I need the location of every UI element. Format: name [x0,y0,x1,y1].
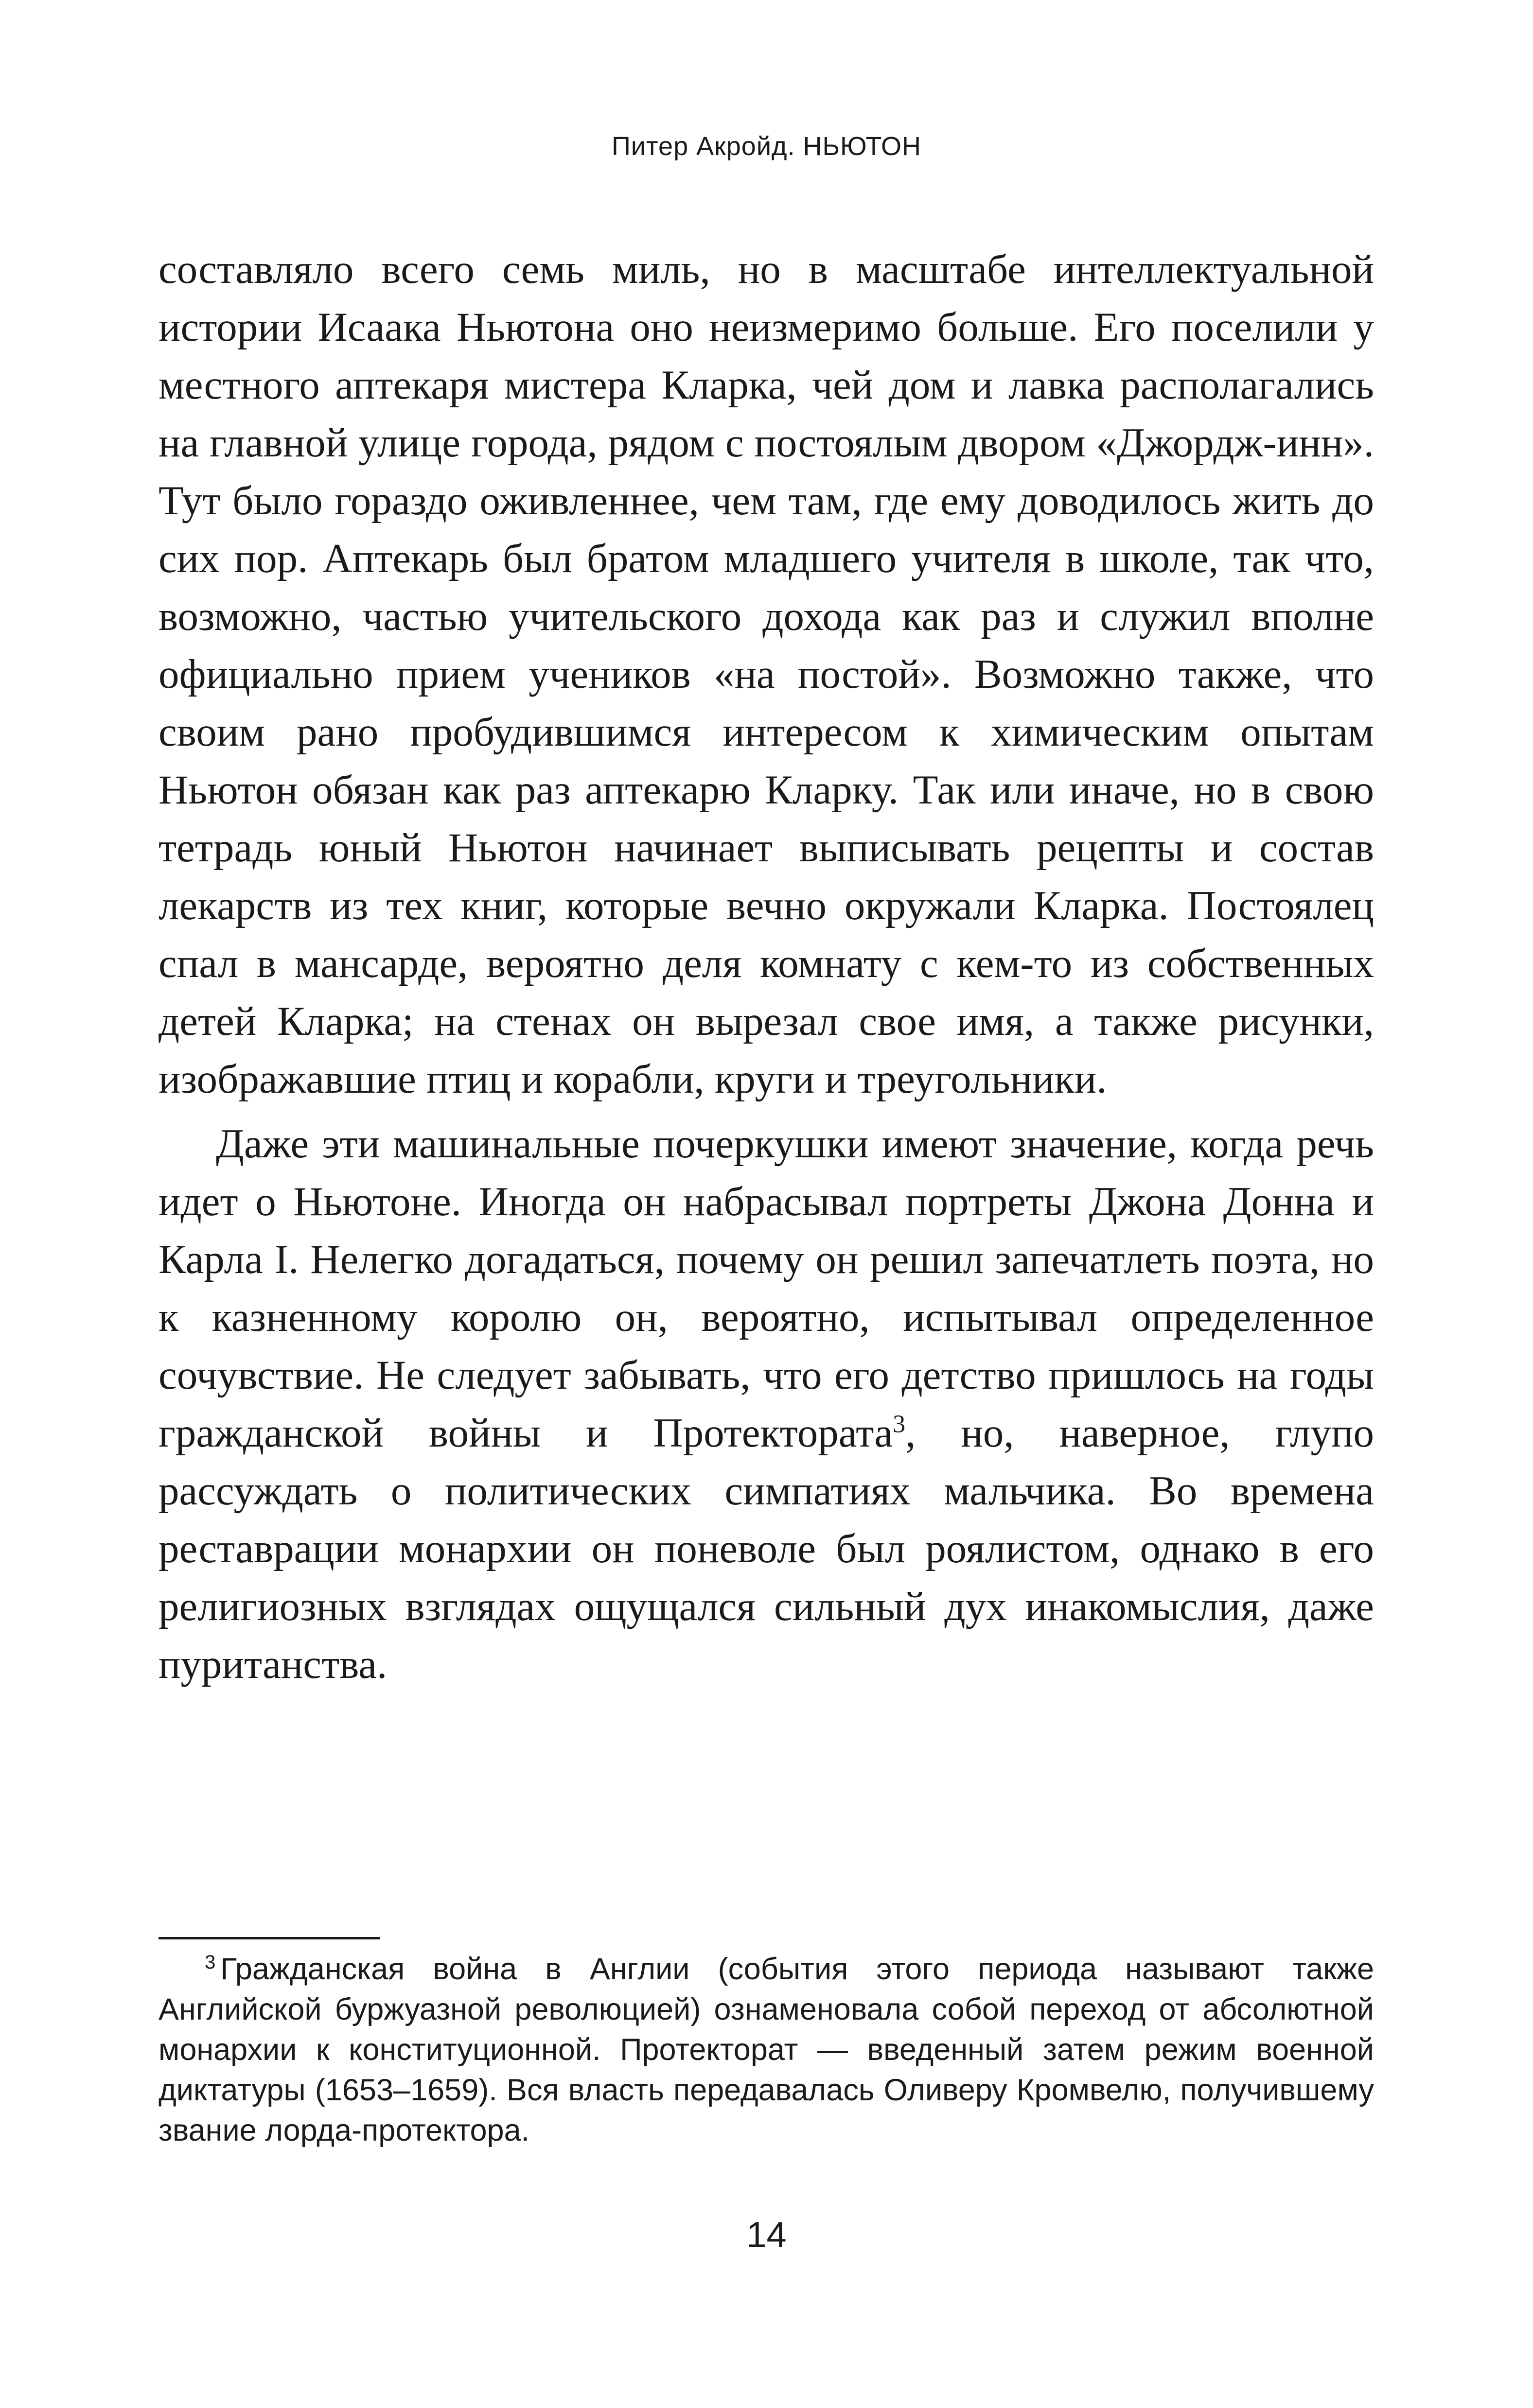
page-number: 14 [746,2215,787,2255]
paragraph-2-text-end: , но, наверное, глупо рассуждать о политических симпатиях мальчика. Во времена реставрации монархии он поневоле был роялистом, однако в его религиозных взглядах ощущался сильный дух инакомыслия, даже пуританства. [159,1410,1374,1687]
paragraph-1: составляло всего семь миль, но в масштабе интеллектуальной истории Исаака Ньютона оно неизмеримо больше. Его поселили у местного аптекаря мистера Кларка, чей дом и лавка располагались на главной улице города, рядом с постоялым двором «Джордж-инн». Тут было гораздо оживленнее, чем там, где ему доводилось жить до сих пор. Аптекарь был братом младшего учителя в школе, так что, возможно, частью учительского дохода как раз и служил вполне официально прием учеников «на постой». Возможно также, что своим рано пробудившимся интересом к химическим опытам Ньютон обязан как раз аптекарю Кларку. Так или иначе, но в свою тетрадь юный Ньютон начинает выписывать рецепты и состав лекарств из тех книг, которые вечно окружали Кларка. Постоялец спал в мансарде, вероятно деля комнату с кем-то из собственных детей Кларка; на стенах он вырезал свое имя, а также рисунки, изображавшие птиц и корабли, круги и треугольники. [159,246,1374,1102]
running-title: Питер Акройд. НЬЮТОН [611,132,922,161]
main-text [159,241,1374,1693]
paragraph-2-text-start: Даже эти машинальные почеркушки имеют значение, когда речь идет о Ньютоне. Иногда он набрасывал портреты Джона Донна и Карла I. Нелегко догадаться, почему он решил запечатлеть поэта, но к казненному королю он, вероятно, испытывал определенное сочувствие. Не следует забывать, что его детство пришлось на годы гражданской войны и Протектората [159,1121,1374,1456]
footnote-divider [159,1937,380,1939]
footnote [159,1949,1374,2151]
footnote-text: Гражданская война в Англии (события этого периода называют также Английской буржуазной революцией) ознаменовала собой переход от абсолютной монархии к конституционной. Протекторат — введенный затем режим военной диктатуры (1653–1659). Вся власть передавалась Оливеру Кромвелю, получившему звание лорда-протектора. [159,1952,1374,2147]
footnote-reference[interactable]: 3 [893,1410,906,1438]
footnote-mark: 3 [205,1952,216,1973]
paragraph-2 [159,1115,1374,1693]
